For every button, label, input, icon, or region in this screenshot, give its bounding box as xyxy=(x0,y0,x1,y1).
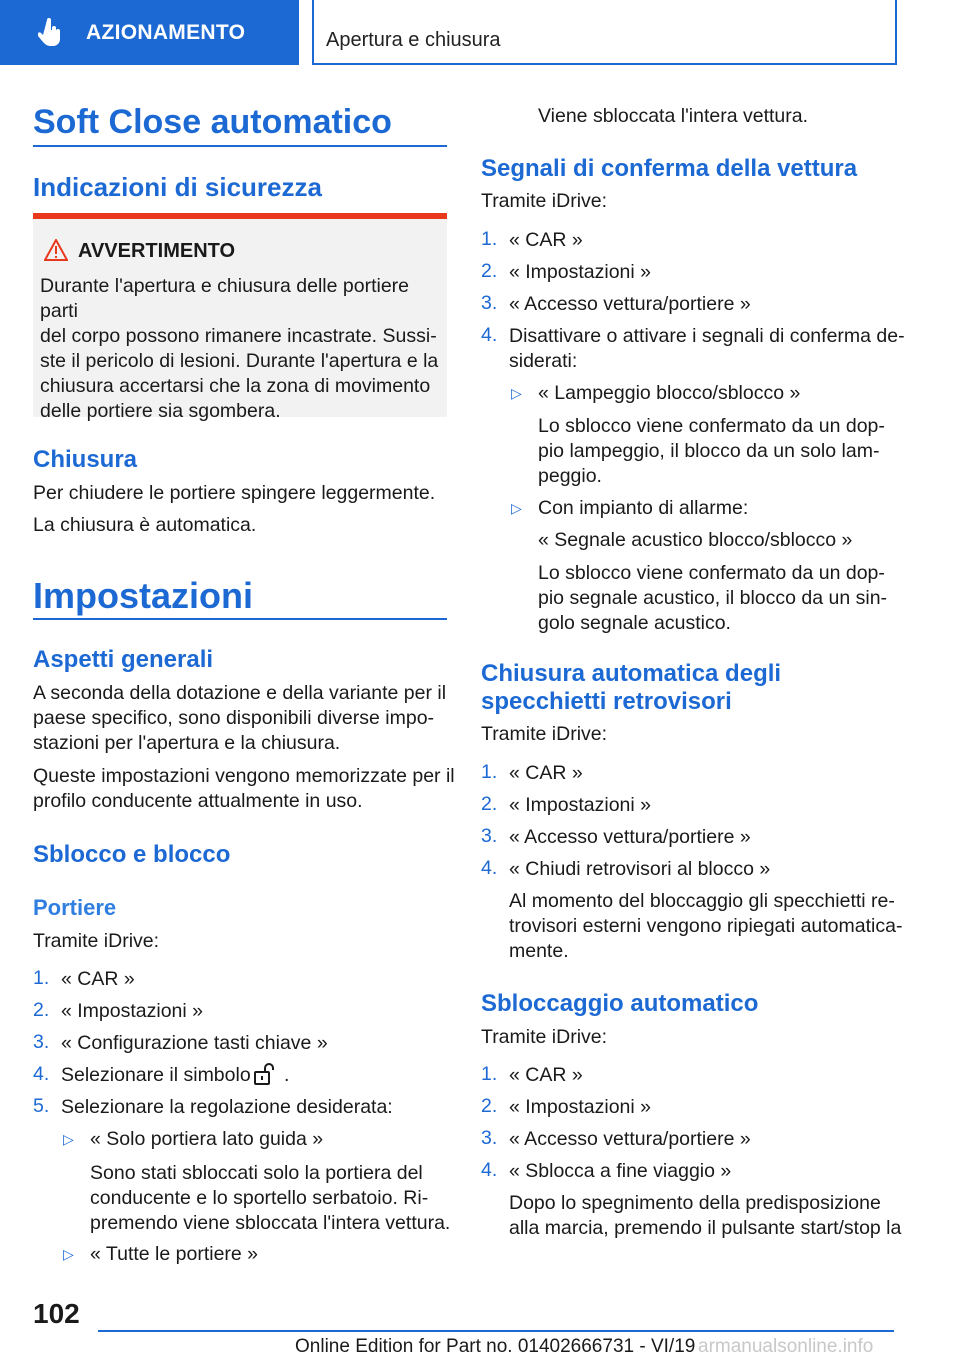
step-number: 4. xyxy=(481,324,498,346)
warning-title: AVVERTIMENTO xyxy=(78,240,236,262)
step-number: 2. xyxy=(481,1095,498,1117)
text-line: Sono stati sbloccati solo la portiera del xyxy=(90,1162,423,1184)
title-rule xyxy=(33,145,447,147)
hand-pointer-icon xyxy=(38,18,62,48)
step-text: Selezionare la regolazione desiderata: xyxy=(61,1096,393,1118)
unlock-symbol-icon xyxy=(252,1062,276,1088)
bullet-triangle-icon: ▷ xyxy=(63,1246,74,1262)
step-text: « Impostazioni » xyxy=(509,794,651,816)
aspetti-text-2 xyxy=(33,764,455,814)
heading-line: specchietti retrovisori xyxy=(481,688,732,715)
step-number: 3. xyxy=(481,1127,498,1149)
option-description xyxy=(538,561,887,636)
portiere-heading: Portiere xyxy=(33,895,117,920)
step-text: « Accesso vettura/portiere » xyxy=(509,1128,751,1150)
warning-text xyxy=(40,274,450,424)
text-line: premendo viene sbloccata l'intera vettura. xyxy=(90,1212,451,1234)
sblocco-heading: Sblocco e blocco xyxy=(33,841,231,868)
text-line: Queste impostazioni vengono memorizzate per il xyxy=(33,765,455,787)
chiusura-text: Per chiudere le portiere spingere leggermente. xyxy=(33,482,436,504)
step-text: « Accesso vettura/portiere » xyxy=(509,293,751,315)
option-description xyxy=(538,414,885,489)
page-number: 102 xyxy=(33,1298,80,1329)
text-line: Dopo lo spegnimento della predisposizione xyxy=(509,1192,881,1214)
warning-line: Durante l'apertura e chiusura delle portiere parti xyxy=(40,275,410,322)
text-line: profilo conducente attualmente in uso. xyxy=(33,790,363,812)
text-line: pio segnale acustico, il blocco da un sin‐ xyxy=(538,587,888,609)
text-line: golo segnale acustico. xyxy=(538,612,731,634)
option-description xyxy=(538,528,852,553)
continued-text: Viene sbloccata l'intera vettura. xyxy=(538,105,809,127)
step-number: 3. xyxy=(481,292,498,314)
text-line: peggio. xyxy=(538,465,602,487)
text-line: trovisori esterni vengono ripiegati automatica‐ xyxy=(509,915,903,937)
step-description xyxy=(509,1191,901,1241)
section-tab-label: AZIONAMENTO xyxy=(86,20,246,44)
text-line: A seconda della dotazione e della variante per il xyxy=(33,682,447,704)
page-title: Soft Close automatico xyxy=(33,103,392,141)
text-line: pio lampeggio, il blocco da un solo lam‐ xyxy=(538,440,880,462)
warning-line: chiusura accertarsi che la zona di movimento xyxy=(40,375,431,397)
step-description xyxy=(509,889,902,964)
step-text-cont: siderati: xyxy=(509,350,578,372)
step-number: 5. xyxy=(33,1095,50,1117)
heading-line: Chiusura automatica degli xyxy=(481,660,782,687)
step-suffix: . xyxy=(284,1064,290,1086)
step-number: 4. xyxy=(481,1159,498,1181)
chapter-title: Apertura e chiusura xyxy=(326,29,501,51)
text-line: mente. xyxy=(509,940,569,962)
step-text: « Accesso vettura/portiere » xyxy=(509,826,751,848)
specchietti-heading xyxy=(481,660,781,716)
step-text: « CAR » xyxy=(509,229,583,251)
option-text: « Tutte le portiere » xyxy=(90,1243,259,1265)
warning-line: del corpo possono rimanere incastrate. Sussi‐ xyxy=(40,325,437,347)
tramite-text: Tramite iDrive: xyxy=(33,930,160,952)
step-text: Selezionare il simbolo xyxy=(61,1064,251,1086)
tramite-text: Tramite iDrive: xyxy=(481,723,608,745)
bullet-triangle-icon: ▷ xyxy=(511,500,522,516)
text-line: alla marcia, premendo il pulsante start/stop la xyxy=(509,1217,902,1239)
bullet-triangle-icon: ▷ xyxy=(63,1131,74,1147)
option-description xyxy=(90,1161,450,1236)
warning-line: ste il pericolo di lesioni. Durante l'apertura e la xyxy=(40,350,439,372)
step-number: 1. xyxy=(481,761,498,783)
aspetti-text xyxy=(33,681,446,756)
text-line: Al momento del bloccaggio gli specchietti re‐ xyxy=(509,890,895,912)
chiusura-text: La chiusura è automatica. xyxy=(33,514,257,536)
step-number: 2. xyxy=(481,793,498,815)
section-tab[interactable] xyxy=(0,0,299,65)
safety-heading: Indicazioni di sicurezza xyxy=(33,172,322,202)
step-number: 3. xyxy=(481,825,498,847)
text-line: « Segnale acustico blocco/sblocco » xyxy=(538,529,853,551)
aspetti-heading: Aspetti generali xyxy=(33,646,214,673)
step-number: 4. xyxy=(481,857,498,879)
chiusura-heading: Chiusura xyxy=(33,446,138,473)
step-text: « CAR » xyxy=(509,762,583,784)
step-number: 2. xyxy=(481,260,498,282)
step-text: « Sblocca a fine viaggio » xyxy=(509,1160,732,1182)
step-text: Disattivare o attivare i segnali di conferma de‐ xyxy=(509,325,905,347)
step-number: 1. xyxy=(481,228,498,250)
option-text: « Solo portiera lato guida » xyxy=(90,1128,324,1150)
text-line: stazioni per l'apertura e la chiusura. xyxy=(33,732,341,754)
warning-line: delle portiere sia sgombera. xyxy=(40,400,281,422)
step-text: « Configurazione tasti chiave » xyxy=(61,1032,328,1054)
watermark: armanualsonline.info xyxy=(698,1336,874,1357)
segnali-heading: Segnali di conferma della vettura xyxy=(481,155,858,182)
text-line: paese specifico, sono disponibili diverse impo‐ xyxy=(33,707,435,729)
step-text: « CAR » xyxy=(509,1064,583,1086)
chapter-header xyxy=(312,0,897,65)
tramite-text: Tramite iDrive: xyxy=(481,1026,608,1048)
text-line: conducente e lo sportello serbatoio. Ri‐ xyxy=(90,1187,429,1209)
step-text: « Chiudi retrovisori al blocco » xyxy=(509,858,771,880)
impostazioni-rule xyxy=(33,618,447,620)
step-text: « CAR » xyxy=(61,968,135,990)
warning-triangle-icon xyxy=(44,239,68,261)
step-text: « Impostazioni » xyxy=(509,1096,651,1118)
option-text: Con impianto di allarme: xyxy=(538,497,749,519)
step-text: « Impostazioni » xyxy=(509,261,651,283)
step-number: 1. xyxy=(481,1063,498,1085)
sbloccaggio-heading: Sbloccaggio automatico xyxy=(481,990,759,1017)
step-text: « Impostazioni » xyxy=(61,1000,203,1022)
edition-text: Online Edition for Part no. 01402666731 - VI/19 xyxy=(295,1336,696,1357)
footer-rule xyxy=(98,1330,894,1332)
step-number: 3. xyxy=(33,1031,50,1053)
step-number: 2. xyxy=(33,999,50,1021)
tramite-text: Tramite iDrive: xyxy=(481,190,608,212)
text-line: Lo sblocco viene confermato da un dop‐ xyxy=(538,415,885,437)
step-number: 4. xyxy=(33,1063,50,1085)
step-number: 1. xyxy=(33,967,50,989)
section-heading-impostazioni: Impostazioni xyxy=(33,575,254,616)
text-line: Lo sblocco viene confermato da un dop‐ xyxy=(538,562,885,584)
option-text: « Lampeggio blocco/sblocco » xyxy=(538,382,801,404)
bullet-triangle-icon: ▷ xyxy=(511,385,522,401)
